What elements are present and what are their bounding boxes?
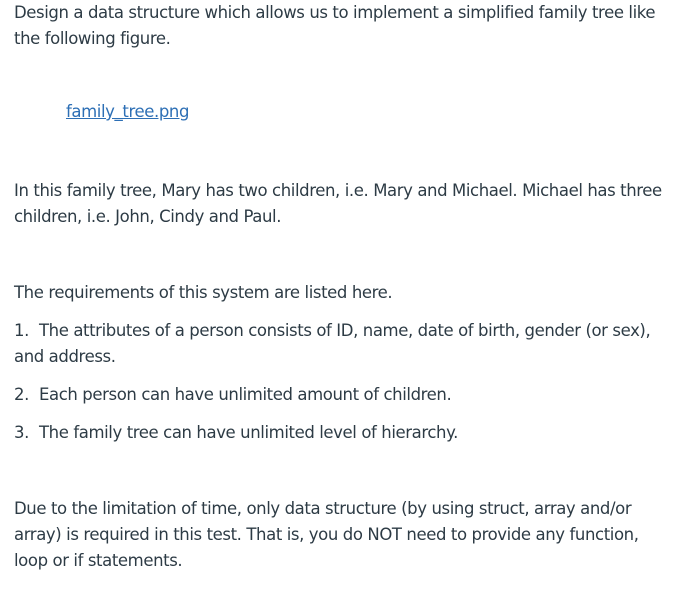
- attachment-container: [66, 102, 189, 121]
- attachment-link[interactable]: family_tree.png: [66, 102, 190, 121]
- list-item-number: 1.: [14, 321, 29, 340]
- requirements-heading: The requirements of this system are listed here.: [14, 283, 393, 302]
- list-item: [14, 420, 664, 446]
- list-item-text: The attributes of a person consists of ID, name, date of birth, gender (or sex), and address.: [14, 321, 651, 366]
- list-item: [14, 382, 664, 408]
- intro-paragraph: Design a data structure which allows us to implement a simplified family tree like the following figure.: [14, 3, 656, 48]
- list-item-number: 3.: [14, 423, 29, 442]
- requirements-list: [14, 318, 664, 458]
- list-item-text: The family tree can have unlimited level of hierarchy.: [39, 423, 458, 442]
- description-paragraph: In this family tree, Mary has two children, i.e. Mary and Michael. Michael has three children, i.e. John, Cindy and Paul.: [14, 181, 662, 226]
- list-item-text: Each person can have unlimited amount of children.: [39, 385, 452, 404]
- note-paragraph: Due to the limitation of time, only data structure (by using struct, array and/or array) is required in this test. That is, you do NOT need to provide any function, loop or if statements.: [14, 499, 639, 570]
- list-item: [14, 318, 664, 370]
- list-item-number: 2.: [14, 385, 29, 404]
